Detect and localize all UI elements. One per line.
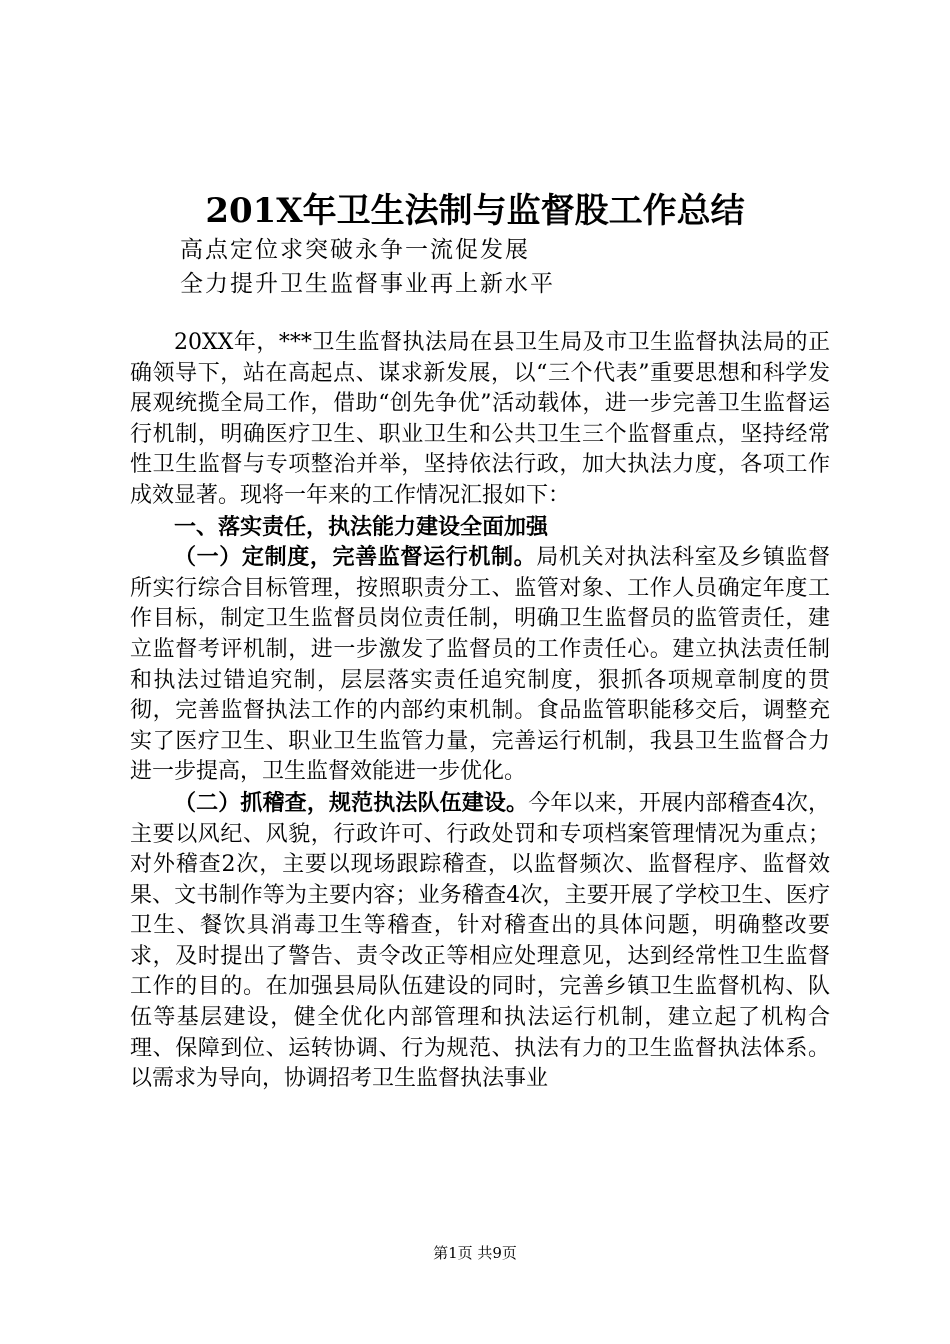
section-1-heading: 一、落实责任，执法能力建设全面加强 <box>174 513 549 540</box>
subsection-2-text: 今年以来，开展内部稽查4次，主要以风纪、风貌，行政许可、行政处罚和专项档案管理情况为重点；对外稽查2次，主要以现场跟踪稽查，以监督频次、监督程序、监督效果、文书制作等为主要内容；业务稽查4次，主要开展了学校卫生、医疗卫生、餐饮具消毒卫生等稽查，针对稽查出的具体问题，明确整改要求，及时提出了警告、责令改正等相应处理意见，达到经常性卫生监督工作的目的。在加强县局队伍建设的同时，完善乡镇卫生监督机构、队伍等基层建设，健全优化内部管理和执法运行机制，建立起了机构合理、保障到位、运转协调、行为规范、执法有力的卫生监督执法体系。以需求为导向，协调招考卫生监督执法事业 <box>130 790 830 1092</box>
page-footer: 第1页 共9页 <box>433 1244 517 1262</box>
subsection-1-text: 局机关对执法科室及乡镇监督所实行综合目标管理，按照职责分工、监管对象、工作人员确定年度工作目标，制定卫生监督员岗位责任制，明确卫生监督员的监管责任，建立监督考评机制，进一步激发了监督员的工作责任心。建立执法责任制和执法过错追究制，层层落实责任追究制度，狠抓各项规章制度的贯彻，完善监督执法工作的内部约束机制。食品监管职能移交后，调整充实了医疗卫生、职业卫生监管力量，完善运行机制，我县卫生监督合力进一步提高，卫生监督效能进一步优化。 <box>130 545 830 785</box>
subsection-1-heading: （一）定制度，完善监督运行机制。 <box>174 544 537 571</box>
subtitle-line-2: 全力提升卫生监督事业再上新水平 <box>180 271 555 297</box>
subsection-2-paragraph <box>130 788 830 1095</box>
document-body <box>130 328 830 1095</box>
subsection-2-heading: （二）抓稽查，规范执法队伍建设。 <box>174 789 529 816</box>
subsection-1-paragraph <box>130 542 830 788</box>
subtitle-line-1: 高点定位求突破永争一流促发展 <box>180 237 530 263</box>
document-title: 201X年卫生法制与监督股工作总结 <box>205 191 745 231</box>
intro-paragraph: 20XX年，***卫生监督执法局在县卫生局及市卫生监督执法局的正确领导下，站在高起点、谋求新发展，以“三个代表”重要思想和科学发展观统揽全局工作，借助“创先争优”活动载体，进一步完善卫生监督运行机制，明确医疗卫生、职业卫生和公共卫生三个监督重点，坚持经常性卫生监督与专项整治并举，坚持依法行政，加大执法力度，各项工作成效显著。现将一年来的工作情况汇报如下： <box>130 330 830 508</box>
